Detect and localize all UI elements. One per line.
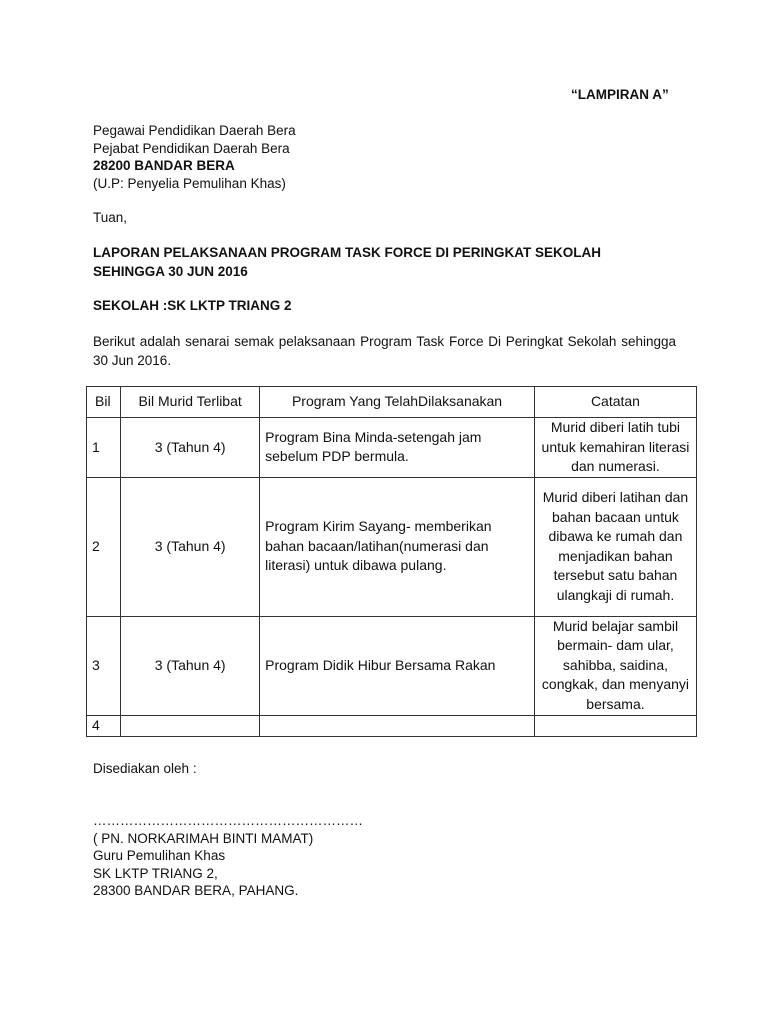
cell-murid: 3 (Tahun 4)	[121, 477, 260, 616]
signature-line: ……………………………………………………	[93, 813, 363, 828]
cell-catatan: Murid diberi latihan dan bahan bacaan untuk dibawa ke rumah dan menjadikan bahan tersebut satu bahan ulangkaji di rumah.	[534, 477, 696, 616]
appendix-label: “LAMPIRAN A”	[571, 87, 669, 102]
address-line-2: Pejabat Pendidikan Daerah Bera	[93, 140, 290, 156]
report-title-line-1: LAPORAN PELAKSANAAN PROGRAM TASK FORCE DI PERINGKAT SEKOLAH	[93, 245, 602, 260]
address-line-3: 28200 BANDAR BERA	[93, 158, 235, 173]
header-program: Program Yang TelahDilaksanakan	[260, 387, 535, 418]
prepared-by-label: Disediakan oleh :	[93, 761, 197, 776]
school-name: SEKOLAH :SK LKTP TRIANG 2	[93, 298, 292, 313]
cell-bil: 3	[87, 616, 121, 715]
header-bil: Bil	[87, 387, 121, 418]
cell-catatan: Murid belajar sambil bermain- dam ular, sahibba, saidina, congkak, dan menyanyi bersama.	[534, 616, 696, 715]
letter-page	[93, 0, 698, 1024]
table-row	[87, 418, 697, 478]
cell-bil: 4	[87, 715, 121, 736]
cell-program	[260, 715, 535, 736]
cell-murid	[121, 715, 260, 736]
cell-program: Program Kirim Sayang- memberikan bahan bacaan/latihan(numerasi dan literasi) untuk dibawa pulang.	[260, 477, 535, 616]
cell-murid: 3 (Tahun 4)	[121, 616, 260, 715]
report-table	[86, 386, 697, 737]
cell-catatan: Murid diberi latih tubi untuk kemahiran literasi dan numerasi.	[534, 418, 696, 478]
header-catatan: Catatan	[534, 387, 696, 418]
signatory-position: Guru Pemulihan Khas	[93, 848, 226, 863]
signatory-school: SK LKTP TRIANG 2,	[93, 865, 218, 881]
cell-bil: 2	[87, 477, 121, 616]
address-line-1: Pegawai Pendidikan Daerah Bera	[93, 123, 296, 138]
cell-bil: 1	[87, 418, 121, 478]
report-title-line-2: SEHINGGA 30 JUN 2016	[93, 263, 248, 279]
header-bil-murid: Bil Murid Terlibat	[121, 387, 260, 418]
cell-program: Program Didik Hibur Bersama Rakan	[260, 616, 535, 715]
address-line-4: (U.P: Penyelia Pemulihan Khas)	[93, 175, 286, 191]
recipient-address	[93, 122, 296, 192]
table-header-row	[87, 387, 697, 418]
table-row	[87, 715, 697, 736]
cell-murid: 3 (Tahun 4)	[121, 418, 260, 478]
table-row	[87, 616, 697, 715]
signatory-name: ( PN. NORKARIMAH BINTI MAMAT)	[93, 830, 314, 846]
intro-paragraph: Berikut adalah senarai semak pelaksanaan Program Task Force Di Peringkat Sekolah sehingga 30 Jun 2016.	[93, 334, 676, 368]
report-title	[93, 244, 693, 281]
cell-program: Program Bina Minda-setengah jam sebelum PDP bermula.	[260, 418, 535, 478]
signature-block	[93, 812, 363, 900]
table-row	[87, 477, 697, 616]
cell-catatan	[534, 715, 696, 736]
signatory-address: 28300 BANDAR BERA, PAHANG.	[93, 883, 299, 898]
salutation: Tuan,	[93, 210, 128, 225]
